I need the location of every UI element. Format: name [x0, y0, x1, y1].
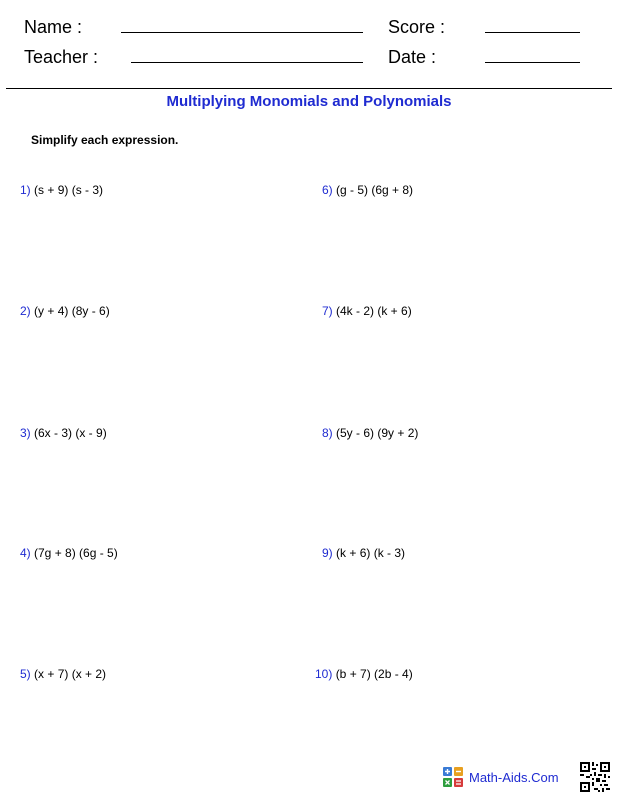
qr-code-icon: [580, 762, 610, 792]
worksheet-title: Multiplying Monomials and Polynomials: [166, 93, 452, 110]
problem-6: [322, 182, 413, 198]
problem-number: 5): [20, 667, 31, 681]
name-label: Name :: [24, 17, 83, 37]
problem-expression: (s + 9) (s - 3): [34, 183, 104, 197]
problem-9: [322, 545, 405, 561]
problem-number: 6): [322, 183, 333, 197]
problem-number: 7): [322, 304, 333, 318]
problem-8: [322, 425, 418, 441]
problem-expression: (7g + 8) (6g - 5): [34, 546, 118, 560]
date-line: [485, 62, 580, 63]
problem-number: 1): [20, 183, 31, 197]
problem-number: 4): [20, 546, 31, 560]
problem-number: 9): [322, 546, 333, 560]
problem-number: 8): [322, 426, 333, 440]
name-line: [121, 32, 363, 33]
problem-expression: (g - 5) (6g + 8): [336, 183, 414, 197]
problem-number: 10): [315, 667, 333, 681]
score-label: Score :: [388, 17, 446, 37]
score-line: [485, 32, 580, 33]
problem-number: 3): [20, 426, 31, 440]
problem-expression: (6x - 3) (x - 9): [34, 426, 107, 440]
teacher-line: [131, 62, 363, 63]
problem-expression: (4k - 2) (k + 6): [336, 304, 412, 318]
problem-expression: (k + 6) (k - 3): [336, 546, 406, 560]
calculator-icon: [443, 767, 463, 787]
problem-2: [20, 303, 110, 319]
problem-expression: (y + 4) (8y - 6): [34, 304, 110, 318]
problem-number: 2): [20, 304, 31, 318]
problem-3: [20, 425, 107, 441]
instructions: Simplify each expression.: [31, 133, 179, 147]
teacher-label: Teacher :: [24, 47, 99, 67]
problem-7: [322, 303, 412, 319]
problem-expression: (5y - 6) (9y + 2): [336, 426, 419, 440]
problem-expression: (b + 7) (2b - 4): [335, 667, 413, 681]
date-label: Date :: [388, 47, 437, 67]
header-divider: [6, 88, 612, 89]
problem-10: [315, 666, 413, 682]
brand-name: Math-Aids.Com: [469, 769, 559, 785]
problem-1: [20, 182, 103, 198]
problem-5: [20, 666, 106, 682]
problem-expression: (x + 7) (x + 2): [34, 667, 107, 681]
brand-logo: [443, 766, 559, 788]
problem-4: [20, 545, 118, 561]
